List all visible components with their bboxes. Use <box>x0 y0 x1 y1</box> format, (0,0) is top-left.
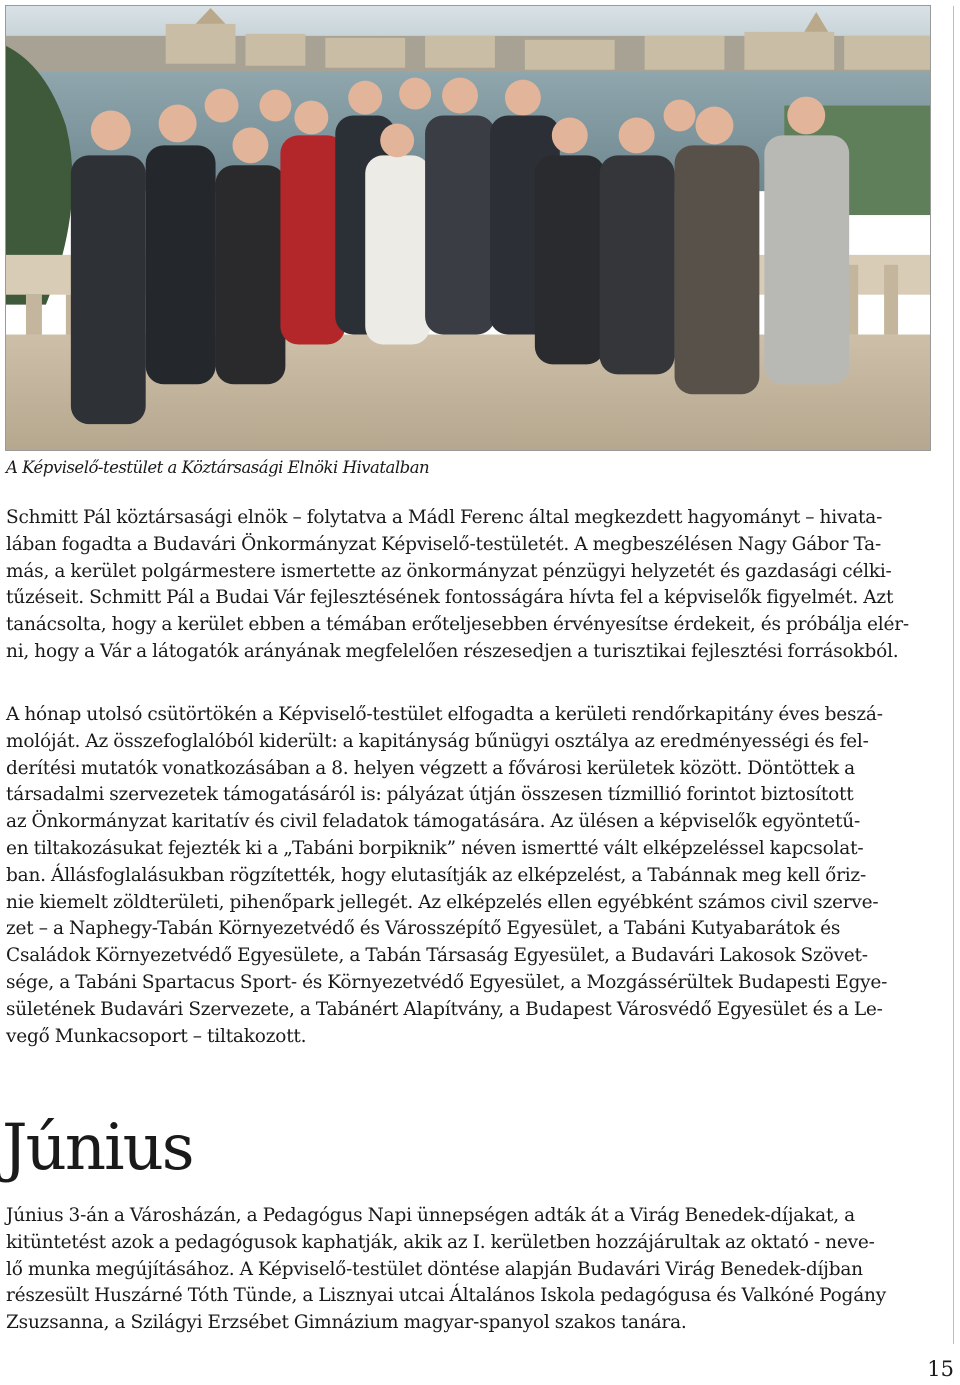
group-photo-picture <box>6 6 930 450</box>
photo-caption: A Képviselő-testület a Köztársasági Elnöki Hivatalban <box>6 458 430 477</box>
section-heading: Június <box>2 1111 193 1185</box>
page-edge-rule <box>953 6 954 1344</box>
paragraph-2: A hónap utolsó csütörtökén a Képviselő-testület elfogadta a kerületi rendőrkapitány éves beszá- molóját. Az összefoglalóból kiderült: a kapitányság bűnügyi osztálya az eredményességi és fel- derítési mutatók vonatkozásában a 8. helyen végzett a fővárosi kerületek között. Döntöttek a társadalmi szervezetek támogatásáról is: pályázat útján összesen tízmillió forintot biztosított az Önkormányzat karitatív és civil feladatok támogatására. Az ülésen a képviselők egyöntetű- en tiltakozásukat fejezték ki a „Tabáni borpiknik” néven ismertté vált elképzeléssel kapcsolat- ban. Állásfoglalásukban rögzítették, hogy elutasítják az elképzelést, a Tabánnak meg kell őriz- nie kiemelt zöldterületi, pihenőpark jellegét. Az elképzelés ellen egyébként számos civil szerve- zet – a Naphegy-Tabán Környezetvédő és Városszépítő Egyesület, a Tabáni Kutyabarátok és Családok Környezetvédő Egyesülete, a Tabán Társaság Egyesület, a Budavári Lakosok Szövet- sége, a Tabáni Spartacus Sport- és Környezetvédő Egyesület, a Mozgássérültek Budapesti Egye- sületének Budavári Szervezete, a Tabánért Alapítvány, a Budapest Városvédő Egyesület és a Le- vegő Munkacsoport – tiltakozott. <box>6 704 888 1047</box>
paragraph-1: Schmitt Pál köztársasági elnök – folytatva a Mádl Ferenc által megkezdett hagyományt – hivata- lában fogadta a Budavári Önkormányzat Képviselő-testületét. A megbeszélésen Nagy Gábor Ta- más, a kerület polgármestere ismertette az önkormányzat pénzügyi helyzetét és gazdasági célki- tűzéseit. Schmitt Pál a Budai Vár fejlesztésének fontosságára hívta fel a képviselők figyelmét. Azt tanácsolta, hogy a kerület ebben a témában erőteljesebben érvényesítse érdekeit, és próbálja elér- ni, hogy a Vár a látogatók arányának megfelelően részesedjen a turisztikai fejlesztési forrásokból. <box>6 507 909 662</box>
group-photo <box>5 5 931 451</box>
page-number: 15 <box>927 1357 954 1381</box>
paragraph-3: Június 3-án a Városházán, a Pedagógus Napi ünnepségen adták át a Virág Benedek-díjakat, a kitüntetést azok a pedagógusok kaphatják, akik az I. kerületben hozzájárultak az oktató - neve- lő munka megújításához. A Képviselő-testület döntése alapján Budavári Virág Benedek-díjban részesült Huszárné Tóth Tünde, a Lisznyai utcai Általános Iskola pedagógusa és Valkóné Pogány Zsuzsanna, a Szilágyi Erzsébet Gimnázium magyar-spanyol szakos tanára. <box>6 1205 886 1334</box>
